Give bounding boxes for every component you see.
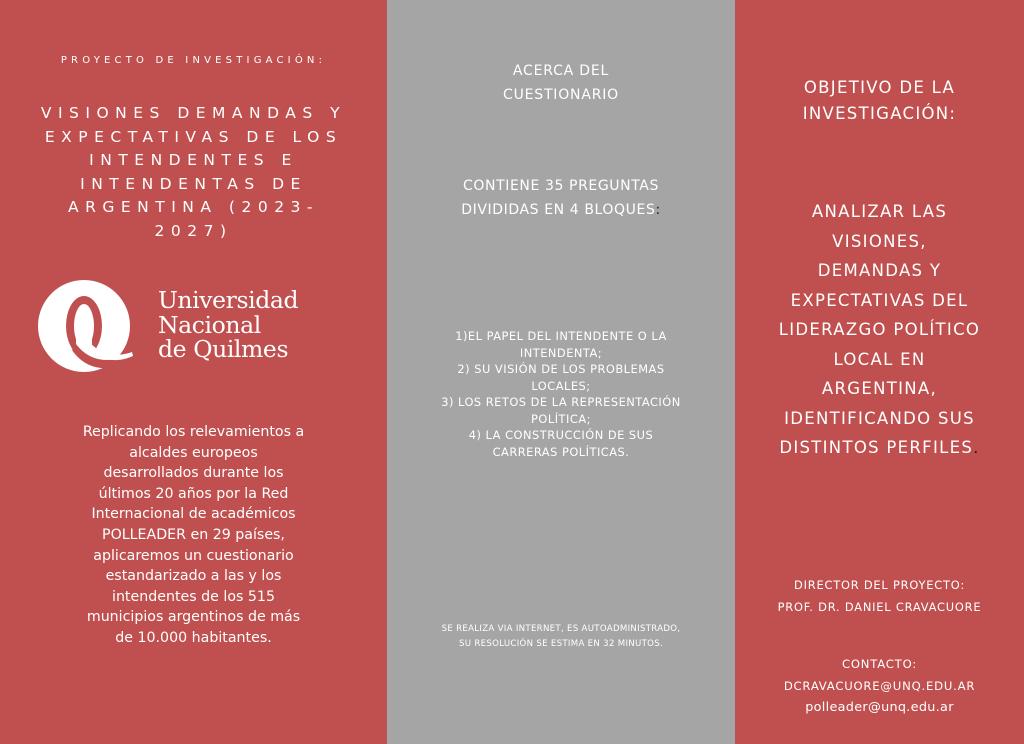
list-item: CARRERAS POLÍTICAS. bbox=[492, 444, 630, 459]
university-logo bbox=[36, 278, 336, 374]
description-line: municipios argentinos de más bbox=[86, 609, 301, 626]
contact-label: CONTACTO: bbox=[841, 657, 917, 671]
university-name bbox=[158, 288, 298, 362]
description-line: Internacional de académicos bbox=[91, 506, 296, 523]
project-description bbox=[24, 422, 363, 649]
summary-text: DIVIDIDAS EN 4 BLOQUES bbox=[461, 201, 656, 218]
description-line: POLLEADER en 29 países, bbox=[102, 526, 285, 543]
middle-panel bbox=[387, 0, 735, 744]
contact-block bbox=[735, 654, 1024, 719]
description-line: Replicando los relevamientos a bbox=[82, 424, 305, 440]
objective-line: EXPECTATIVAS DEL bbox=[790, 290, 969, 310]
university-q-logo-icon bbox=[36, 278, 152, 374]
title-line: VISIONES DEMANDAS Y bbox=[40, 104, 347, 122]
questionnaire-heading bbox=[387, 60, 735, 107]
list-item: LOCALES; bbox=[531, 378, 591, 393]
left-panel bbox=[0, 0, 387, 744]
description-line: aplicaremos un cuestionario bbox=[93, 547, 294, 564]
objective-line bbox=[735, 433, 1024, 463]
objective-line: DEMANDAS Y bbox=[817, 261, 942, 280]
contact-email-secondary[interactable]: polleader@unq.edu.ar bbox=[805, 700, 954, 715]
heading-line: CUESTIONARIO bbox=[503, 86, 619, 103]
director-label: DIRECTOR DEL PROYECTO: bbox=[794, 578, 965, 592]
title-line: 2027) bbox=[154, 221, 233, 240]
summary-colon: : bbox=[655, 201, 661, 218]
logo-line: de Quilmes bbox=[158, 335, 289, 363]
objective-heading bbox=[735, 75, 1024, 126]
heading-line: OBJETIVO DE LA bbox=[803, 78, 956, 97]
questionnaire-note bbox=[387, 622, 735, 651]
objective-line: ANALIZAR LAS bbox=[811, 202, 948, 221]
director-block bbox=[735, 575, 1024, 618]
contact-email-primary[interactable]: DCRAVACUORE@UNQ.EDU.AR bbox=[783, 678, 976, 693]
heading-line: ACERCA DEL bbox=[512, 63, 610, 79]
list-item: 1)EL PAPEL DEL INTENDENTE O LA bbox=[455, 329, 667, 343]
list-item: POLÍTICA; bbox=[531, 411, 591, 426]
objective-line: LOCAL EN bbox=[833, 349, 926, 369]
logo-line: Universidad bbox=[158, 286, 299, 314]
title-line: INTENDENTES E bbox=[89, 151, 298, 169]
project-label: PROYECTO DE INVESTIGACIÓN: bbox=[60, 55, 327, 66]
logo-line: Nacional bbox=[158, 310, 261, 339]
question-blocks-list bbox=[387, 328, 735, 460]
objective-period: . bbox=[973, 438, 980, 457]
note-line: SU RESOLUCIÓN SE ESTIMA EN 32 MINUTOS. bbox=[458, 638, 664, 649]
summary-line: CONTIENE 35 PREGUNTAS bbox=[463, 178, 659, 194]
description-line: alcaldes europeos bbox=[129, 444, 258, 461]
list-item: 3) LOS RETOS DE LA REPRESENTACIÓN bbox=[441, 395, 681, 409]
description-line: intendentes de los 515 bbox=[112, 588, 275, 605]
description-line: estandarizado a las y los bbox=[105, 568, 282, 585]
title-line: ARGENTINA (2023- bbox=[67, 198, 320, 216]
objective-line: LIDERAZGO POLÍTICO bbox=[778, 320, 981, 339]
director-name: PROF. DR. DANIEL CRAVACUORE bbox=[777, 599, 982, 614]
list-item: INTENDENTA; bbox=[519, 345, 603, 360]
description-line: desarrollados durante los bbox=[103, 465, 284, 482]
objective-line: IDENTIFICANDO SUS bbox=[784, 408, 975, 428]
right-panel bbox=[735, 0, 1024, 744]
description-line: últimos 20 años por la Red bbox=[98, 485, 289, 502]
objective-line: ARGENTINA, bbox=[821, 379, 938, 398]
objective-last-text: DISTINTOS PERFILES bbox=[779, 438, 974, 457]
title-line: INTENDENTAS DE bbox=[80, 174, 307, 193]
project-title bbox=[0, 102, 387, 243]
questionnaire-summary bbox=[387, 175, 735, 222]
note-line: SE REALIZA VIA INTERNET, ES AUTOADMINISTRADO, bbox=[441, 624, 681, 634]
heading-line: INVESTIGACIÓN: bbox=[802, 103, 957, 123]
title-line: EXPECTATIVAS DE LOS bbox=[44, 127, 343, 146]
list-item: 4) LA CONSTRUCCIÓN DE SUS bbox=[468, 428, 654, 442]
description-line: de 10.000 habitantes. bbox=[115, 629, 272, 646]
objective-text bbox=[735, 197, 1024, 463]
objective-line: VISIONES, bbox=[832, 231, 927, 251]
summary-line bbox=[387, 199, 735, 223]
list-item: 2) SU VISIÓN DE LOS PROBLEMAS bbox=[457, 362, 665, 376]
